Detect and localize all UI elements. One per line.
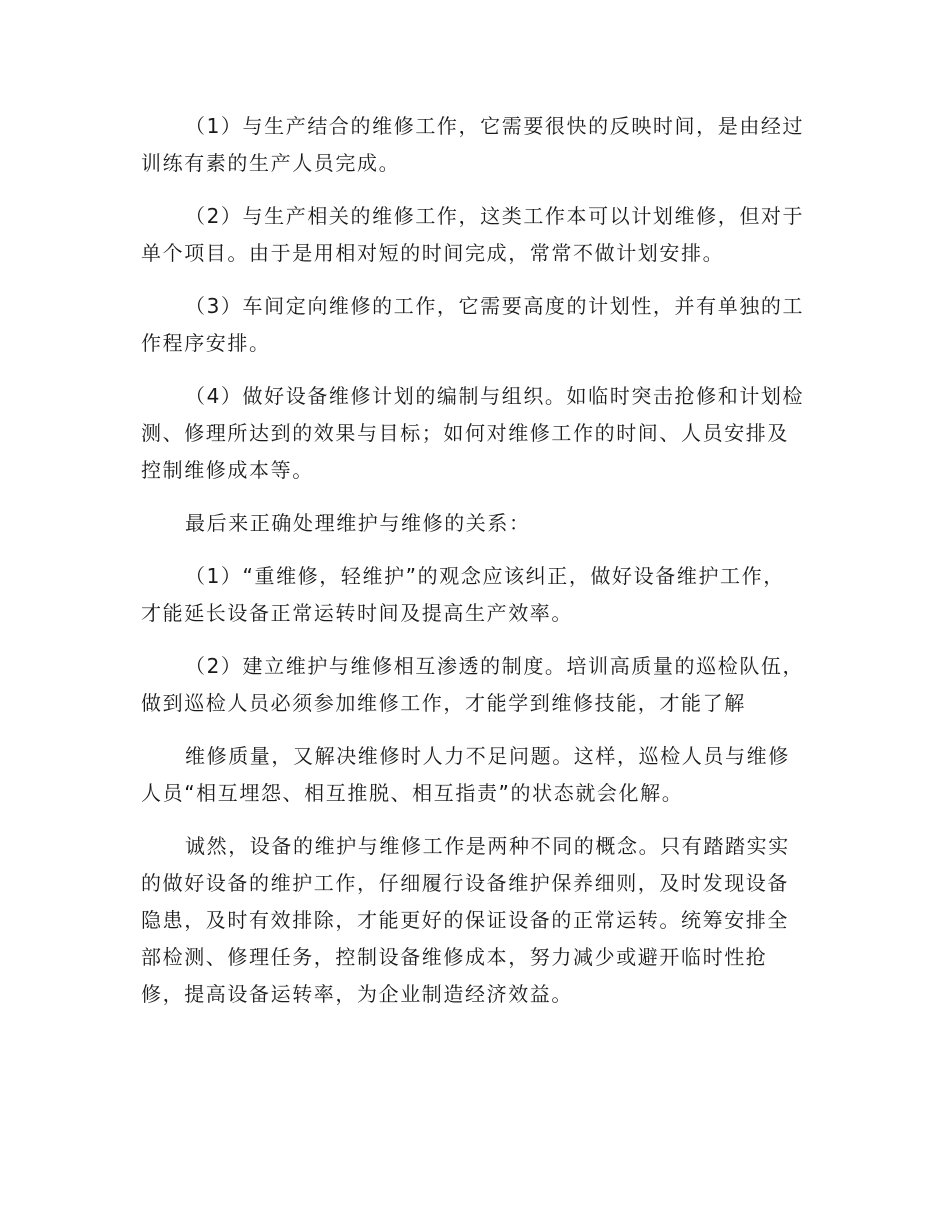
paragraph-6: （1）“重维修，轻维护”的观念应该纠正，做好设备维护工作， 才能延长设备正常运转时间及提高生产效率。	[141, 564, 785, 625]
paragraph-2: （2）与生产相关的维修工作，这类工作本可以计划维修，但对于 单个项目。由于是用相对短的时间完成，常常不做计划安排。	[141, 204, 805, 265]
paragraph-7: （2）建立维护与维修相互渗透的制度。培训高质量的巡检队伍， 做到巡检人员必须参加维修工作，才能学到维修技能，才能了解	[141, 654, 805, 715]
paragraph-4: （4）做好设备维修计划的编制与组织。如临时突击抢修和计划检 测、修理所达到的效果与目标；如何对维修工作的时间、人员安排及 控制维修成本等。	[141, 384, 805, 482]
paragraph-3: （3）车间定向维修的工作，它需要高度的计划性，并有单独的工 作程序安排。	[141, 294, 805, 355]
paragraph-9: 诚然，设备的维护与维修工作是两种不同的概念。只有踏踏实实 的做好设备的维护工作，仔细履行设备维护保养细则，及时发现设备 隐患，及时有效排除，才能更好的保证设备的正常运转。统筹安排全 部检测、修理任务，控制设备维修成本，努力减少或避开临时性抢 修，提高设备运转率，为企业制造经济效益。	[141, 834, 790, 1006]
paragraph-5: 最后来正确处理维护与维修的关系：	[185, 511, 531, 535]
paragraph-1: （1）与生产结合的维修工作，它需要很快的反映时间，是由经过 训练有素的生产人员完成。	[141, 114, 805, 175]
document-body	[141, 108, 811, 1013]
paragraph-8: 维修质量，又解决维修时人力不足问题。这样，巡检人员与维修 人员“相互埋怨、相互推脱、相互指责”的状态就会化解。	[141, 744, 790, 805]
